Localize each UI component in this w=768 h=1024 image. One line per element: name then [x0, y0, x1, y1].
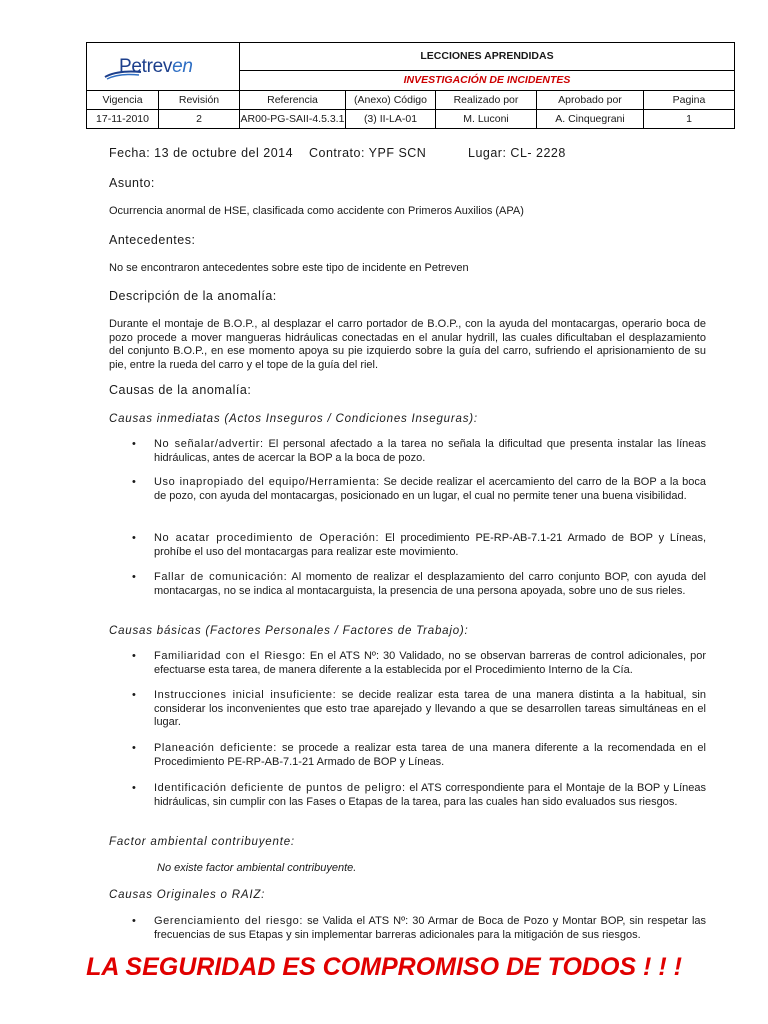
bullet-icon: •	[132, 689, 136, 701]
list-item: Planeación deficiente: se procede a realizar esta tarea de una manera diferente a la recomendada en el Procedimiento PE-RP-AB-7.1-21 Armado de BOP y Líneas.	[154, 742, 706, 768]
logo-cell	[87, 43, 240, 91]
antecedentes-text: No se encontraron antecedentes sobre este tipo de incidente en Petreven	[109, 262, 469, 274]
bullet-icon: •	[132, 782, 136, 794]
causas-heading: Causas de la anomalía:	[109, 383, 252, 397]
bullet-icon: •	[132, 742, 136, 754]
col-realizado: Realizado por	[436, 91, 537, 110]
bullet-icon: •	[132, 532, 136, 544]
document-header-table	[86, 42, 735, 129]
antecedentes-heading: Antecedentes:	[109, 233, 196, 247]
bullet-icon: •	[132, 650, 136, 662]
list-item: No señalar/advertir: El personal afectado a la tarea no señala la dificultad que presenta instalar las líneas hidráulicas, antes de acercar la BOP a la boca de pozo.	[154, 438, 706, 464]
bullet-icon: •	[132, 438, 136, 450]
list-item: Identificación deficiente de puntos de peligro: el ATS correspondiente para el Montaje de la BOP y Líneas hidráulicas, sin cumplir con las Fases o Etapas de la tarea, para las cuales han sido evaluados sus riesgos.	[154, 782, 706, 808]
list-item: No acatar procedimiento de Operación: El procedimiento PE-RP-AB-7.1-21 Armado de BOP y Líneas, prohíbe el uso del montacargas para realizar este movimiento.	[154, 532, 706, 558]
basicas-title: Causas básicas (Factores Personales / Factores de Trabajo):	[109, 625, 469, 637]
bullet-icon: •	[132, 476, 136, 488]
val-pagina: 1	[644, 110, 735, 129]
col-aprobado: Aprobado por	[537, 91, 644, 110]
list-item: Instrucciones inicial insuficiente: se decide realizar esta tarea de una manera distinta a la habitual, sin considerar los inconvenientes que esto trae aparejado y llevando a que se desarrollen tareas simultáneas en el lugar.	[154, 689, 706, 728]
val-revision: 2	[159, 110, 240, 129]
bullet-icon: •	[132, 915, 136, 927]
lugar-text: Lugar: CL- 2228	[468, 146, 566, 160]
col-pagina: Pagina	[644, 91, 735, 110]
list-item: Familiaridad con el Riesgo: En el ATS Nº: 30 Validado, no se observan barreras de control adicionales, por efectuarse esta tarea, de manera diferente a la establecida por el Procedimiento Interno de la Cía.	[154, 650, 706, 676]
col-codigo: (Anexo) Código	[346, 91, 436, 110]
ambiental-title: Factor ambiental contribuyente:	[109, 836, 295, 848]
val-codigo: (3) II-LA-01	[346, 110, 436, 129]
descripcion-heading: Descripción de la anomalía:	[109, 289, 277, 303]
contrato-text: Contrato: YPF SCN	[309, 146, 427, 160]
document-subtitle: INVESTIGACIÓN DE INCIDENTES	[240, 70, 735, 90]
val-referencia: AR00-PG-SAII-4.5.3.1	[240, 110, 346, 129]
fecha-text: Fecha: 13 de octubre del 2014	[109, 146, 294, 160]
col-revision: Revisión	[159, 91, 240, 110]
asunto-text: Ocurrencia anormal de HSE, clasificada como accidente con Primeros Auxilios (APA)	[109, 205, 524, 217]
val-aprobado: A. Cinquegrani	[537, 110, 644, 129]
col-referencia: Referencia	[240, 91, 346, 110]
asunto-heading: Asunto:	[109, 176, 155, 190]
inmediatas-title: Causas inmediatas (Actos Inseguros / Condiciones Inseguras):	[109, 413, 478, 425]
list-item: Uso inapropiado del equipo/Herramienta: Se decide realizar el acercamiento del carro de la BOP a la boca de pozo, con ayuda del montacargas, posicionado en un lugar, el cual no permite tener una buena visibilidad.	[154, 476, 706, 502]
bullet-icon: •	[132, 571, 136, 583]
val-realizado: M. Luconi	[436, 110, 537, 129]
val-vigencia: 17-11-2010	[87, 110, 159, 129]
ambiental-text: No existe factor ambiental contribuyente.	[157, 862, 357, 874]
safety-slogan: LA SEGURIDAD ES COMPROMISO DE TODOS ! ! !	[86, 953, 682, 981]
col-vigencia: Vigencia	[87, 91, 159, 110]
document-title: LECCIONES APRENDIDAS	[240, 43, 735, 71]
list-item: Gerenciamiento del riesgo: se Valida el ATS Nº: 30 Armar de Boca de Pozo y Montar BOP, sin respetar las frecuencias de sus Etapas y sin implementar barreras adicionales para la mitigación de sus riesgos.	[154, 915, 707, 941]
meta-header-row	[87, 91, 735, 110]
logo-wordmark: Petreven	[119, 55, 193, 77]
descripcion-text: Durante el montaje de B.O.P., al desplazar el carro portador de B.O.P., con la ayuda del montacargas, operario boca de pozo procede a mover mangueras hidráulicas conectadas en el anular hydrill, las cuales dificultaban el desplazamiento del conjunto B.O.P., en ese momento apoya su pie izquierdo sobre la guía del carro, sufriendo el aprisionamiento de su pie, entre la rueda del carro y el tope de la guía del riel.	[109, 318, 706, 371]
list-item: Fallar de comunicación: Al momento de realizar el desplazamiento del carro conjunto BOP, con ayuda del montacargas, no se indica al montacarguista, la presencia de una persona apoyada, sobre uno de sus rieles.	[154, 571, 706, 597]
meta-value-row	[87, 110, 735, 129]
petreven-logo	[103, 52, 223, 82]
raiz-title: Causas Originales o RAIZ:	[109, 889, 266, 901]
